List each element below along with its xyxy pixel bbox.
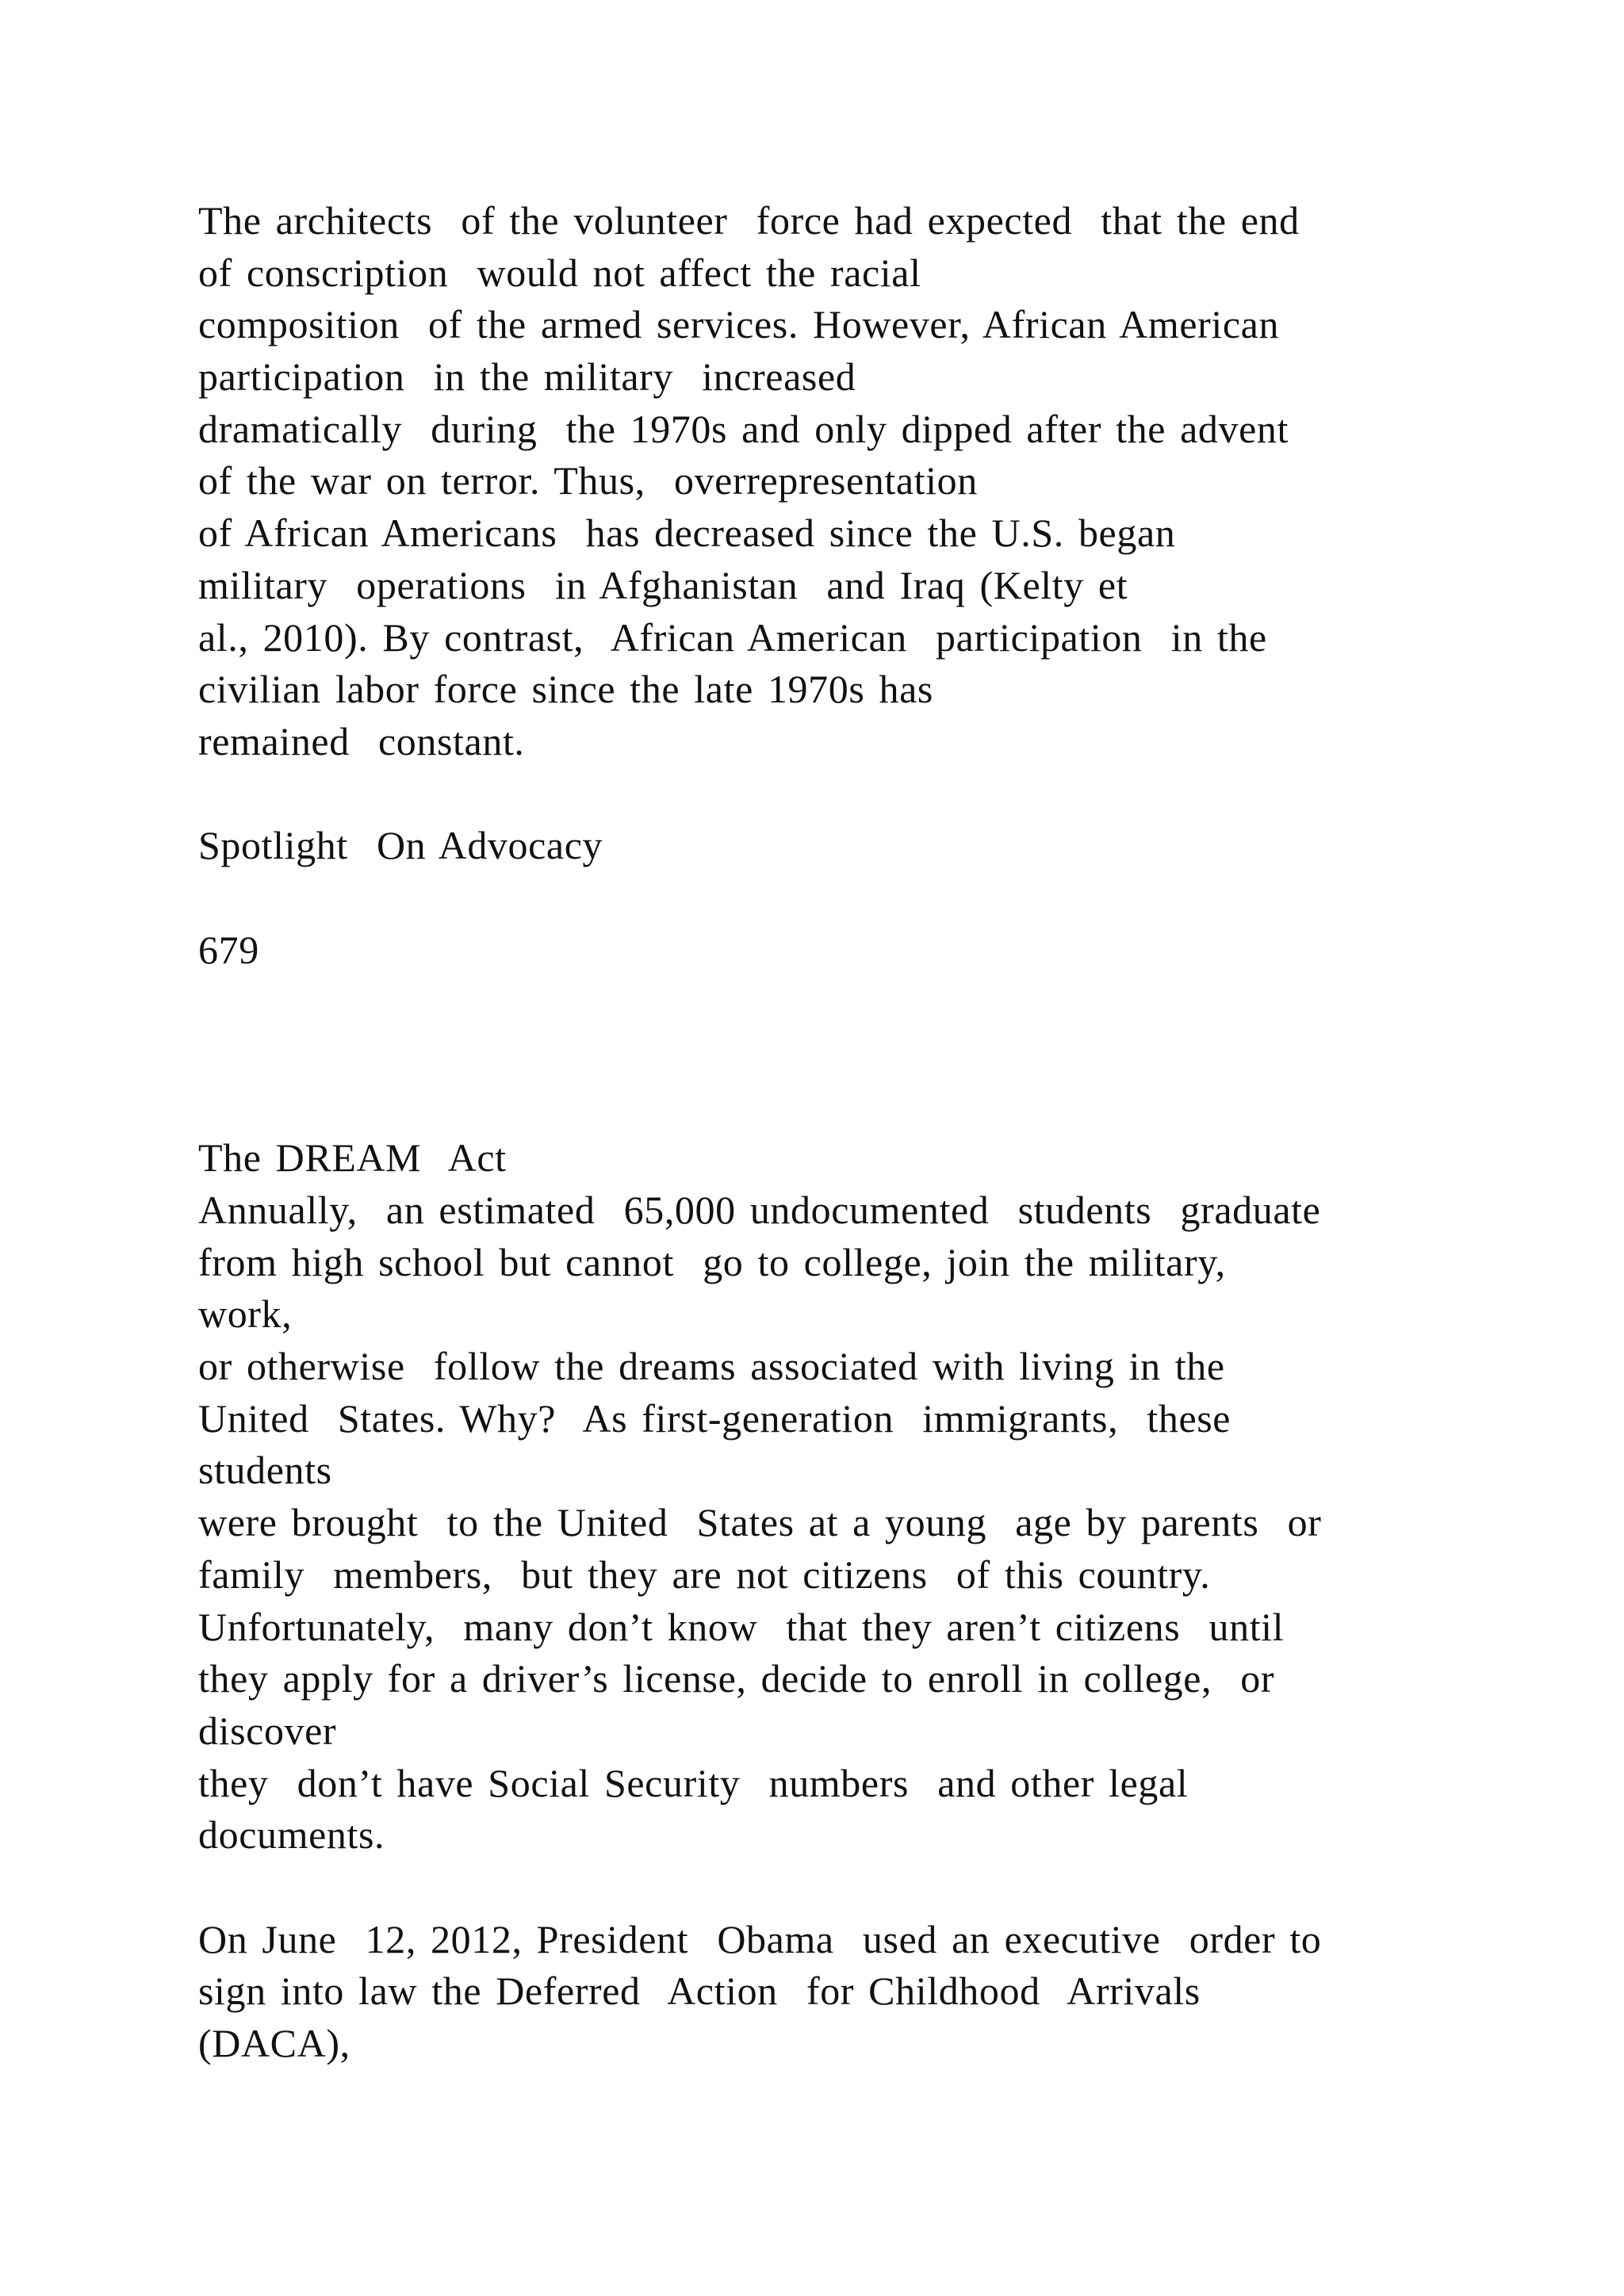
paragraph-military-participation bbox=[198, 195, 1594, 768]
text-line: they don’t have Social Security numbers and other legal bbox=[198, 1760, 1189, 1805]
paragraph-gap bbox=[198, 872, 1594, 924]
text-line: family members, but they are not citizens of this country. bbox=[198, 1552, 1211, 1597]
section-label: Spotlight On Advocacy bbox=[198, 823, 603, 868]
text-line: The architects of the volunteer force had expected that the end bbox=[198, 198, 1300, 243]
paragraph-dream-act bbox=[198, 1184, 1594, 1862]
text-line: civilian labor force since the late 1970s has bbox=[198, 667, 933, 712]
text-line: of African Americans has decreased since the U.S. began bbox=[198, 511, 1176, 556]
text-line: sign into law the Deferred Action for Childhood Arrivals bbox=[198, 1969, 1201, 2014]
text-line: they apply for a driver’s license, decide to enroll in college, or bbox=[198, 1656, 1275, 1701]
text-line: remained constant. bbox=[198, 718, 525, 763]
text-line: students bbox=[198, 1448, 332, 1493]
text-line: from high school but cannot go to college, join the military, bbox=[198, 1239, 1226, 1284]
text-line: composition of the armed services. However, African American bbox=[198, 302, 1280, 347]
text-line: were brought to the United States at a young age by parents or bbox=[198, 1500, 1322, 1545]
text-line: work, bbox=[198, 1292, 293, 1337]
document-body bbox=[198, 195, 1594, 2070]
text-line: of conscription would not affect the racial bbox=[198, 250, 921, 295]
text-line: military operations in Afghanistan and Iraq (Kelty et bbox=[198, 562, 1128, 607]
text-line: al., 2010). By contrast, African American participation in the bbox=[198, 614, 1267, 660]
text-line: (DACA), bbox=[198, 2021, 350, 2065]
text-line: dramatically during the 1970s and only dipped after the advent bbox=[198, 406, 1289, 451]
text-line: United States. Why? As first-generation immigrants, these bbox=[198, 1395, 1231, 1441]
paragraph-gap bbox=[198, 1862, 1594, 1914]
text-line: or otherwise follow the dreams associated with living in the bbox=[198, 1344, 1225, 1389]
text-line: Unfortunately, many don’t know that they aren’t citizens until bbox=[198, 1604, 1285, 1649]
paragraph-daca bbox=[198, 1914, 1594, 2070]
paragraph-gap bbox=[198, 768, 1594, 821]
page-break-gap bbox=[198, 976, 1594, 1132]
page-number: 679 bbox=[198, 927, 259, 972]
text-line: On June 12, 2012, President Obama used an executive order to bbox=[198, 1916, 1322, 1961]
text-line: of the war on terror. Thus, overrepresentation bbox=[198, 458, 978, 503]
text-line: documents. bbox=[198, 1812, 385, 1858]
section-heading: The DREAM Act bbox=[198, 1135, 507, 1181]
text-line: discover bbox=[198, 1708, 337, 1753]
text-line: participation in the military increased bbox=[198, 354, 856, 400]
text-line: Annually, an estimated 65,000 undocumented students graduate bbox=[198, 1188, 1321, 1232]
